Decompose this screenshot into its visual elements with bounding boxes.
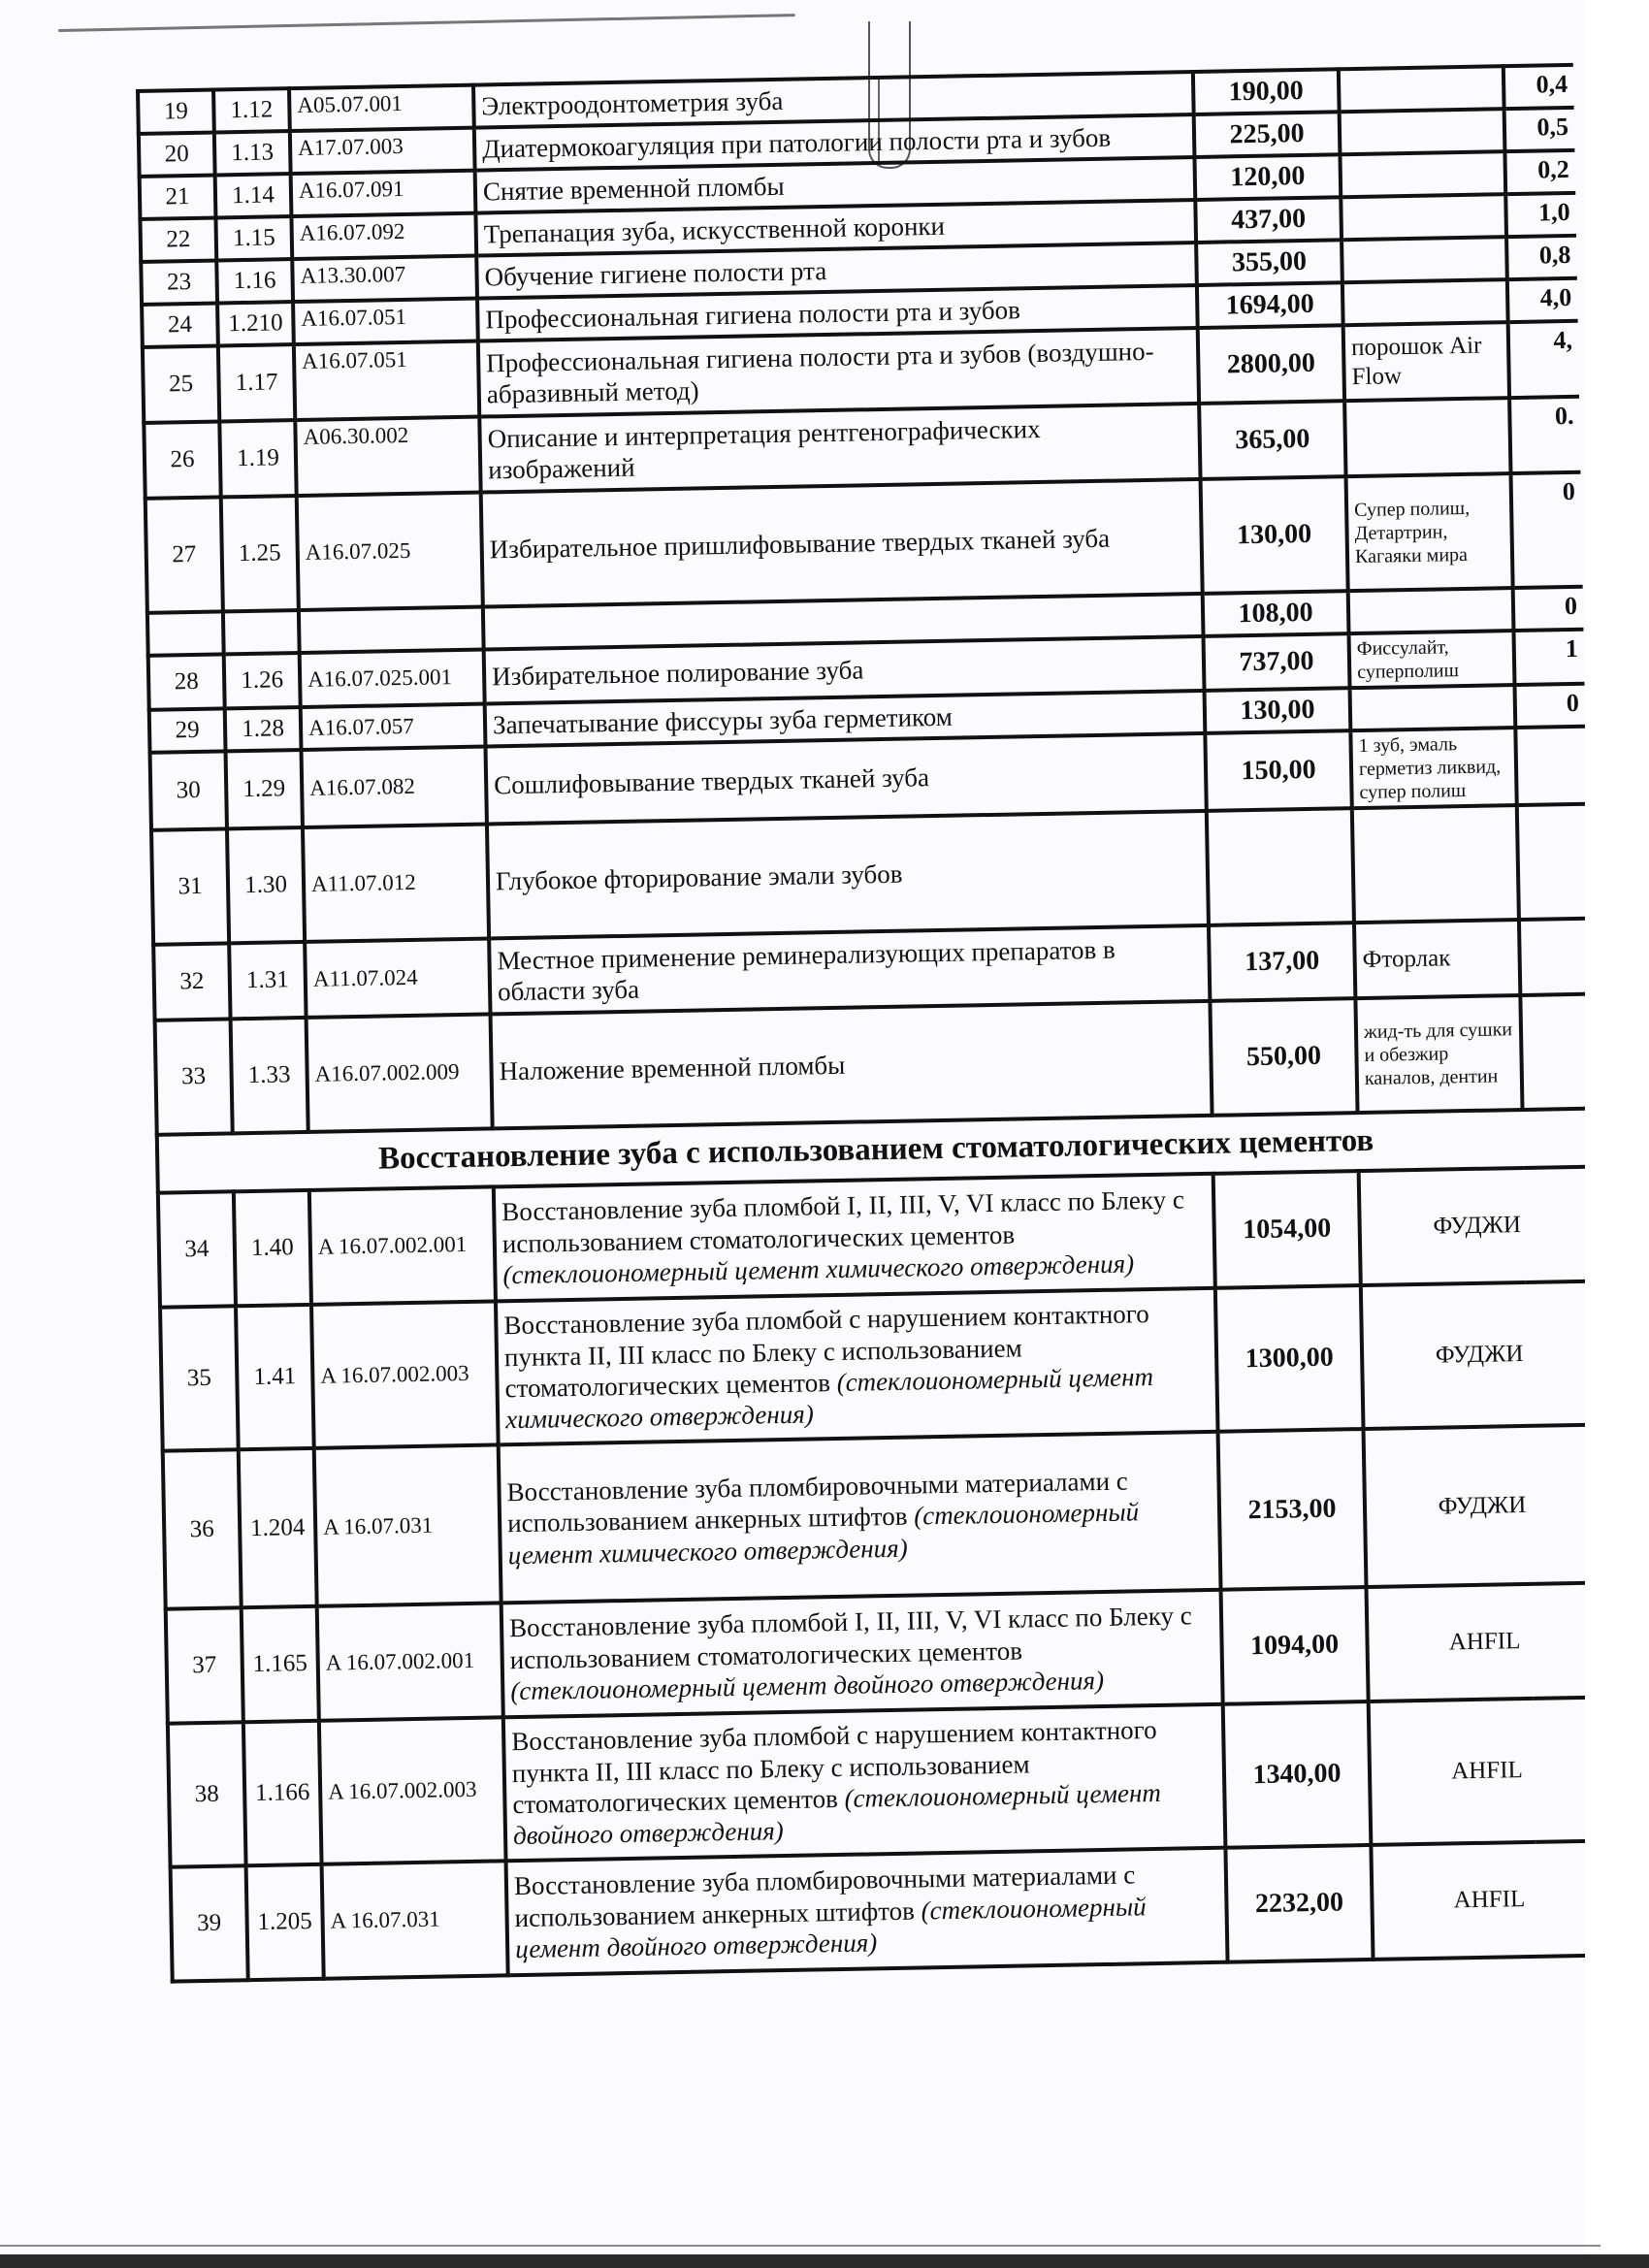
row-subnumber: 1.41 <box>236 1305 314 1449</box>
service-material <box>1340 109 1505 154</box>
row-number: 32 <box>153 943 230 1020</box>
service-name: Профессиональная гигиена полости рта и зубов (воздушно-абразивный метод) <box>478 328 1199 417</box>
row-subnumber: 1.204 <box>239 1448 317 1607</box>
row-number: 37 <box>166 1607 243 1723</box>
row-subnumber: 1.29 <box>226 750 303 828</box>
price-list-table <box>136 63 1610 1984</box>
row-number: 19 <box>138 90 214 134</box>
service-material: ФУДЖИ <box>1364 1425 1601 1587</box>
service-price: 225,00 <box>1194 112 1341 157</box>
service-uet <box>1515 727 1586 805</box>
service-uet: 4,0 <box>1507 278 1578 322</box>
service-name: Избирательное полирование зуба <box>484 636 1205 704</box>
service-material: ФУДЖИ <box>1361 1281 1599 1429</box>
service-uet: 0 <box>1510 472 1582 588</box>
service-uet: 0,2 <box>1504 150 1575 194</box>
row-subnumber: 1.166 <box>243 1721 322 1865</box>
service-uet: 1 <box>1513 630 1584 685</box>
row-number: 27 <box>146 497 223 612</box>
service-price: 190,00 <box>1193 69 1340 114</box>
service-material: Фиссулайт, суперполиш <box>1348 631 1514 688</box>
service-price: 437,00 <box>1195 197 1342 243</box>
service-price: 550,00 <box>1210 998 1357 1116</box>
service-uet <box>1520 994 1592 1110</box>
row-number: 38 <box>168 1722 246 1866</box>
row-number: 20 <box>139 133 215 177</box>
row-subnumber: 1.33 <box>231 1018 308 1133</box>
service-code: A17.07.003 <box>290 128 475 174</box>
row-subnumber <box>223 610 300 654</box>
service-code: A13.30.007 <box>292 256 477 302</box>
service-name: Профессиональная гигиена полости рта и зубов <box>477 285 1198 341</box>
row-subnumber: 1.14 <box>215 174 292 217</box>
service-code: A06.30.002 <box>295 417 480 496</box>
service-name: Описание и интерпретация рентгенографических изображений <box>479 404 1200 493</box>
row-subnumber: 1.13 <box>214 131 291 175</box>
service-price: 130,00 <box>1201 476 1348 594</box>
row-subnumber: 1.12 <box>213 88 290 132</box>
service-code: A 16.07.002.001 <box>309 1186 496 1304</box>
row-number: 22 <box>140 218 216 262</box>
service-code: A16.07.025 <box>297 493 483 610</box>
scan-edge-line <box>0 2245 1600 2247</box>
row-number: 21 <box>140 176 216 219</box>
service-price: 150,00 <box>1205 730 1351 811</box>
row-subnumber: 1.205 <box>246 1864 324 1980</box>
service-uet: 1,0 <box>1505 193 1576 237</box>
service-uet <box>1517 804 1589 920</box>
service-price: 120,00 <box>1194 154 1341 200</box>
service-price: 1340,00 <box>1223 1701 1372 1848</box>
row-number: 33 <box>155 1019 233 1134</box>
row-number <box>147 611 224 655</box>
row-number: 31 <box>151 828 229 944</box>
service-code: A11.07.012 <box>303 824 489 941</box>
service-name-cell <box>499 1432 1221 1604</box>
service-price <box>1207 808 1354 925</box>
price-list-page <box>136 63 1606 1984</box>
service-code: A16.07.051 <box>294 341 479 420</box>
service-material <box>1348 588 1514 633</box>
row-subnumber: 1.15 <box>215 216 292 260</box>
service-price: 2800,00 <box>1198 325 1344 404</box>
row-number: 36 <box>163 1449 242 1608</box>
service-price: 1054,00 <box>1213 1171 1361 1288</box>
row-number: 29 <box>149 708 226 752</box>
service-code: A16.07.092 <box>291 213 476 259</box>
row-subnumber: 1.17 <box>218 344 295 421</box>
service-uet: 4, <box>1508 321 1579 398</box>
row-number: 28 <box>148 654 225 709</box>
service-name: Снятие временной пломбы <box>475 157 1196 213</box>
service-uet <box>1519 919 1590 995</box>
row-number: 23 <box>141 261 217 305</box>
service-name-note: (стеклоиономерный цемент химического отверждения) <box>502 1248 1135 1290</box>
service-name-cell <box>494 1174 1215 1302</box>
row-number: 39 <box>171 1865 248 1981</box>
row-subnumber: 1.26 <box>224 653 301 708</box>
service-price: 1694,00 <box>1197 282 1343 328</box>
service-material: жид-ть для сушки и обезжир каналов, дентин <box>1355 995 1522 1113</box>
service-uet: 0,4 <box>1504 65 1574 109</box>
service-name-note: (стеклоиономерный цемент двойного отверждения) <box>514 1892 1147 1964</box>
service-price: 2153,00 <box>1218 1429 1367 1590</box>
service-material: Супер полиш, Детартрин, Кагаяки мира <box>1346 473 1513 591</box>
row-subnumber: 1.19 <box>219 420 296 497</box>
service-code: A11.07.024 <box>305 938 490 1017</box>
service-price: 1300,00 <box>1215 1285 1364 1432</box>
service-price: 737,00 <box>1204 633 1350 691</box>
service-uet: 0 <box>1513 587 1584 631</box>
table-row <box>163 1425 1601 1609</box>
scan-right-margin <box>1585 0 1649 2268</box>
service-name: Восстановление зуба пломбой I, II, III, V, VI класс по Блеку с использованием стоматологических цементов <box>508 1601 1192 1674</box>
service-code: A16.07.057 <box>301 704 486 750</box>
row-number: 25 <box>143 345 219 422</box>
service-name: Местное применение реминерализующих препаратов в области зуба <box>489 925 1210 1015</box>
service-name: Восстановление зуба пломбировочными материалами с использованием анкерных штифтов <box>513 1860 1136 1932</box>
row-subnumber: 1.30 <box>227 827 305 943</box>
service-material: ФУДЖИ <box>1359 1167 1596 1285</box>
service-material <box>1342 279 1508 325</box>
service-name: Сошлифовывание твердых тканей зуба <box>485 733 1206 825</box>
service-material <box>1342 237 1507 282</box>
service-price: 130,00 <box>1205 688 1351 733</box>
service-name: Обучение гигиене полости рта <box>476 243 1197 299</box>
row-number: 24 <box>142 303 218 346</box>
service-material: 1 зуб, эмаль герметиз ликвид, супер полиш <box>1350 728 1516 808</box>
service-name: Восстановление зуба пломбировочными материалами с использованием анкерных штифтов <box>506 1466 1129 1539</box>
service-name-note: (стеклоиономерный цемент химического отверждения) <box>504 1362 1154 1435</box>
service-name: Электроодонтометрия зуба <box>473 72 1194 128</box>
service-price: 355,00 <box>1196 240 1342 285</box>
service-material: AHFIL <box>1371 1841 1607 1960</box>
service-uet: 0,5 <box>1504 108 1575 151</box>
service-name: Наложение временной пломбы <box>491 1001 1212 1129</box>
service-uet: 0,8 <box>1506 236 1577 279</box>
service-price: 137,00 <box>1209 923 1355 1001</box>
service-code: A 16.07.002.001 <box>317 1603 503 1720</box>
row-subnumber: 1.31 <box>229 942 306 1019</box>
row-subnumber: 1.28 <box>225 707 302 751</box>
service-name: Диатермокоагуляция при патологии полости рта и зубов <box>474 114 1195 171</box>
service-uet: 0 <box>1514 684 1585 728</box>
service-code: A16.07.025.001 <box>300 650 485 707</box>
service-name-note: (стеклоиономерный цемент двойного отверждения) <box>512 1777 1162 1851</box>
service-material <box>1350 685 1516 730</box>
service-code: A16.07.051 <box>293 299 478 344</box>
service-code: A 16.07.002.003 <box>319 1717 506 1863</box>
service-material <box>1341 194 1506 240</box>
service-material <box>1344 398 1510 476</box>
service-material: AHFIL <box>1369 1698 1606 1845</box>
row-subnumber: 1.165 <box>242 1606 319 1722</box>
service-name: Глубокое фторирование эмали зубов <box>487 811 1209 939</box>
table-row <box>168 1698 1605 1867</box>
service-name: Восстановление зуба пломбой I, II, III, V, VI класс по Блеку с использованием стоматологических цементов <box>501 1184 1185 1259</box>
service-name-cell <box>501 1590 1223 1718</box>
service-code <box>299 607 484 653</box>
row-number: 26 <box>144 421 220 498</box>
service-name: Восстановление зуба пломбой с нарушением контактного пункта II, III класс по Блеку с использованием стоматологических цементов <box>511 1715 1157 1820</box>
service-code: A16.07.091 <box>291 171 476 216</box>
service-code: A 16.07.031 <box>314 1444 501 1605</box>
service-name-note: (стеклоиономерный цемент двойного отверждения) <box>510 1666 1105 1706</box>
service-price: 108,00 <box>1203 591 1349 636</box>
row-subnumber: 1.210 <box>217 302 294 345</box>
section-title: Восстановление зуба с использованием стоматологических цементов <box>157 1109 1594 1193</box>
service-name-cell <box>506 1848 1228 1976</box>
service-material: Фторлак <box>1354 920 1520 998</box>
service-code: A16.07.002.009 <box>307 1014 493 1131</box>
row-number: 30 <box>150 751 227 829</box>
service-name: Трепанация зуба, искусственной коронки <box>475 200 1196 256</box>
row-subnumber: 1.40 <box>234 1190 311 1306</box>
service-code: A05.07.001 <box>289 85 474 131</box>
service-code: A 16.07.031 <box>322 1861 508 1978</box>
service-name: Запечатывание фиссуры зуба герметиком <box>485 691 1206 747</box>
service-price: 2232,00 <box>1225 1845 1373 1962</box>
service-name: Восстановление зуба пломбой с нарушением контактного пункта II, III класс по Блеку с использованием стоматологических цементов <box>503 1299 1149 1404</box>
service-material: порошок Air Flow <box>1343 322 1509 401</box>
service-material <box>1339 66 1504 112</box>
service-material <box>1352 805 1519 923</box>
table-row <box>160 1281 1598 1451</box>
service-price: 365,00 <box>1199 401 1345 479</box>
service-uet: 0. <box>1509 397 1580 473</box>
service-name-cell <box>503 1704 1226 1862</box>
service-material: AHFIL <box>1367 1583 1603 1701</box>
row-number: 35 <box>160 1306 239 1450</box>
service-price: 1094,00 <box>1221 1587 1369 1704</box>
service-code: A 16.07.002.003 <box>311 1301 499 1447</box>
service-name: Избирательное пришлифовывание твердых тканей зуба <box>481 479 1203 607</box>
row-subnumber: 1.25 <box>221 496 299 611</box>
service-code: A16.07.082 <box>302 747 487 827</box>
service-name-cell <box>496 1288 1218 1445</box>
row-number: 34 <box>158 1191 236 1307</box>
service-material <box>1340 151 1505 197</box>
row-subnumber: 1.16 <box>216 259 293 303</box>
scan-bottom-edge <box>0 2254 1649 2268</box>
service-name-note: (стеклоиономерный цемент химического отверждения) <box>507 1497 1140 1570</box>
pen-stroke-mark <box>58 14 795 32</box>
